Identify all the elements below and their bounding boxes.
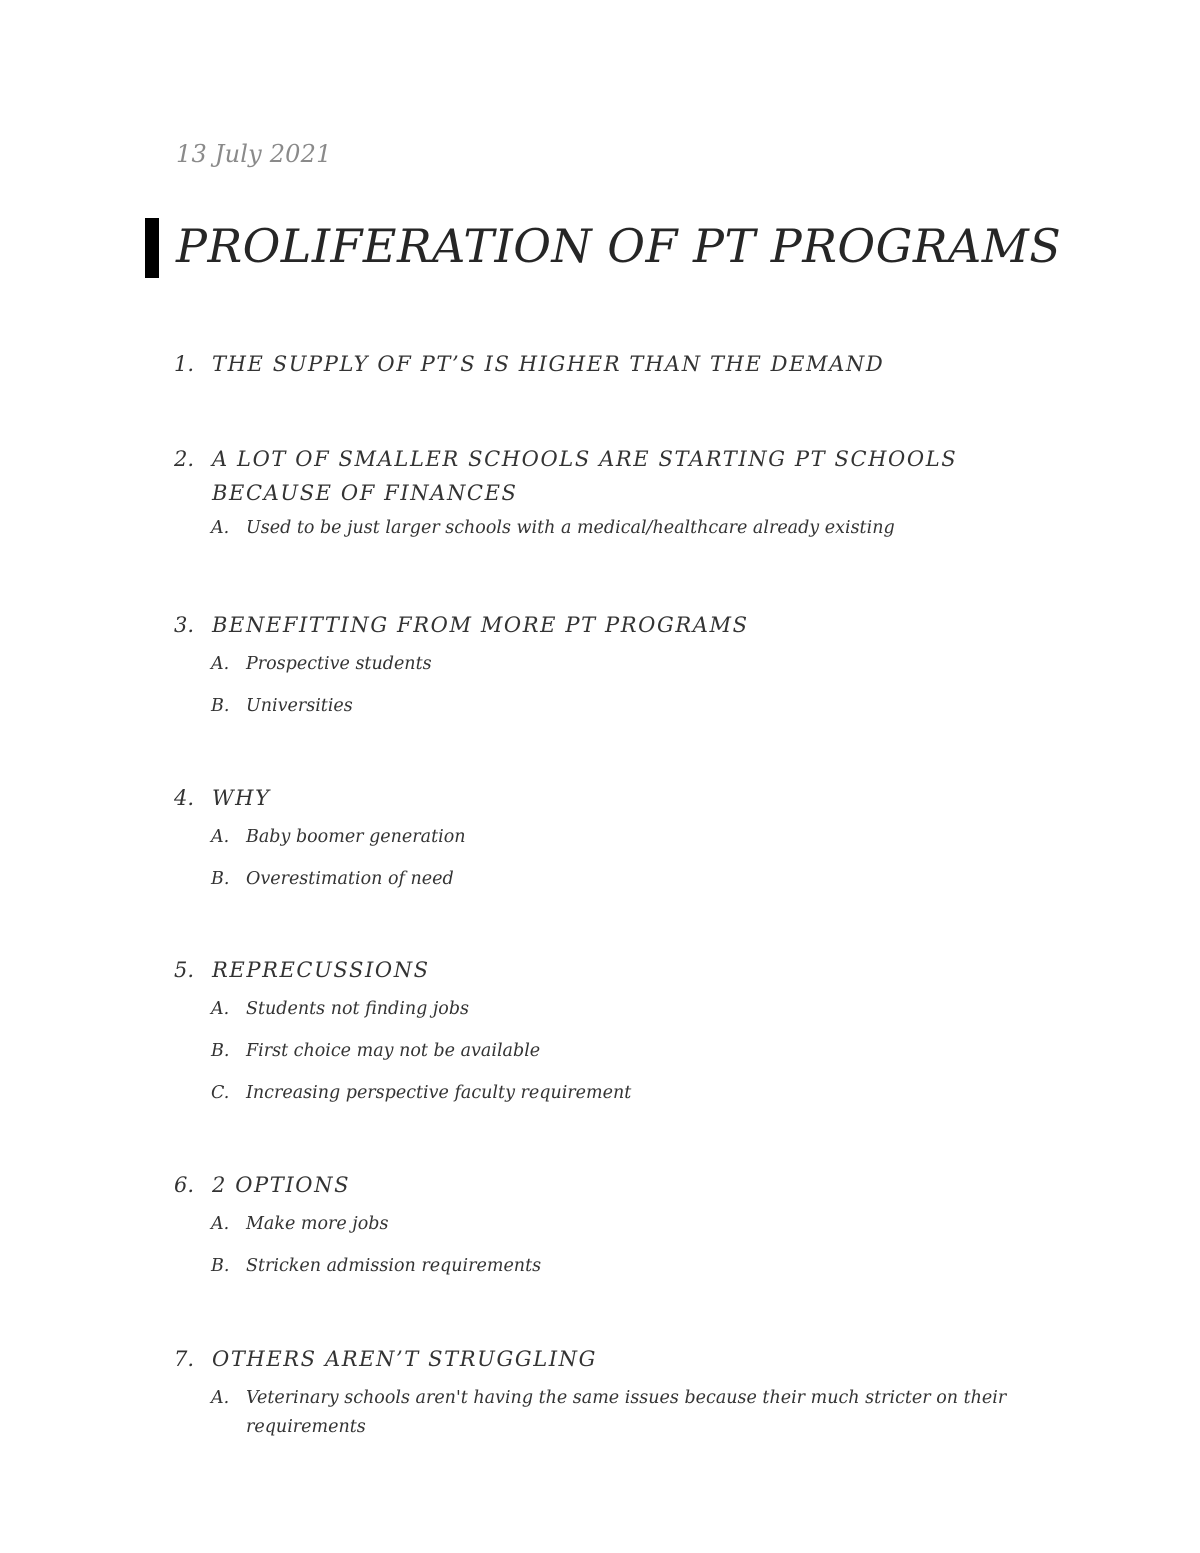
sub-list [174,995,1034,1108]
section-heading-text: THE SUPPLY OF PT’S IS HIGHER THAN THE DEMAND [212,352,885,376]
section-heading [174,1342,1034,1376]
item-text: Veterinary schools aren't having the same issues because their much stricter on their requirements [246,1388,1007,1437]
item-letter: C. [211,1083,230,1103]
sub-list [174,823,1034,894]
section-number: 5. [174,958,195,982]
list-item [211,692,1034,721]
section-heading-text: OTHERS AREN’T STRUGGLING [212,1347,598,1371]
section-heading-text: WHY [212,786,271,810]
item-text: Prospective students [246,654,432,674]
section-heading-text: BENEFITTING FROM MORE PT PROGRAMS [212,613,749,637]
item-text: Increasing perspective faculty requirement [246,1083,632,1103]
section-heading [174,1168,1034,1202]
section-heading [174,781,1034,815]
item-text: Universities [246,696,353,716]
list-item [211,650,1034,679]
section-heading [174,953,1034,987]
item-letter: A. [211,1388,230,1408]
section-number: 7. [174,1347,195,1371]
sub-list [174,650,1034,721]
section-heading [174,347,1034,381]
item-letter: B. [211,696,230,716]
outline-section-4 [174,781,1034,907]
sub-list [174,514,1034,543]
outline-section-6 [174,1168,1034,1294]
list-item [211,1384,1034,1442]
item-text: First choice may not be available [246,1041,541,1061]
list-item [211,1210,1034,1239]
title-block [145,216,1145,278]
outline-section-7 [174,1342,1034,1455]
section-heading [174,442,1034,510]
list-item [211,1079,1034,1108]
sub-list [174,1210,1034,1281]
list-item [211,1252,1034,1281]
list-item [211,1037,1034,1066]
outline-section-3 [174,608,1034,734]
item-text: Overestimation of need [246,869,454,889]
section-number: 3. [174,613,195,637]
item-letter: A. [211,518,230,538]
item-text: Used to be just larger schools with a medical/healthcare already existing [246,518,895,538]
section-heading [174,608,1034,642]
section-number: 1. [174,352,195,376]
section-heading-text: 2 OPTIONS [212,1173,351,1197]
item-text: Make more jobs [246,1214,389,1234]
page-title: PROLIFERATION OF PT PROGRAMS [176,219,1062,273]
section-heading-text: REPRECUSSIONS [212,958,430,982]
item-letter: B. [211,869,230,889]
item-text: Students not finding jobs [246,999,470,1019]
list-item [211,823,1034,852]
list-item [211,514,1034,543]
item-letter: B. [211,1041,230,1061]
section-number: 6. [174,1173,195,1197]
section-number: 2. [174,447,195,471]
list-item [211,865,1034,894]
list-item [211,995,1034,1024]
outline-section-5 [174,953,1034,1121]
title-accent-bar [145,218,159,278]
item-text: Stricken admission requirements [246,1256,542,1276]
item-letter: A. [211,1214,230,1234]
document-date: 13 July 2021 [176,140,332,168]
outline-section-2 [174,442,1034,556]
item-text: Baby boomer generation [246,827,466,847]
item-letter: A. [211,827,230,847]
section-heading-text: A LOT OF SMALLER SCHOOLS ARE STARTING PT SCHOOLS BECAUSE OF FINANCES [212,447,958,505]
item-letter: A. [211,654,230,674]
section-number: 4. [174,786,195,810]
outline-section-1 [174,347,1034,381]
item-letter: B. [211,1256,230,1276]
sub-list [174,1384,1034,1442]
item-letter: A. [211,999,230,1019]
